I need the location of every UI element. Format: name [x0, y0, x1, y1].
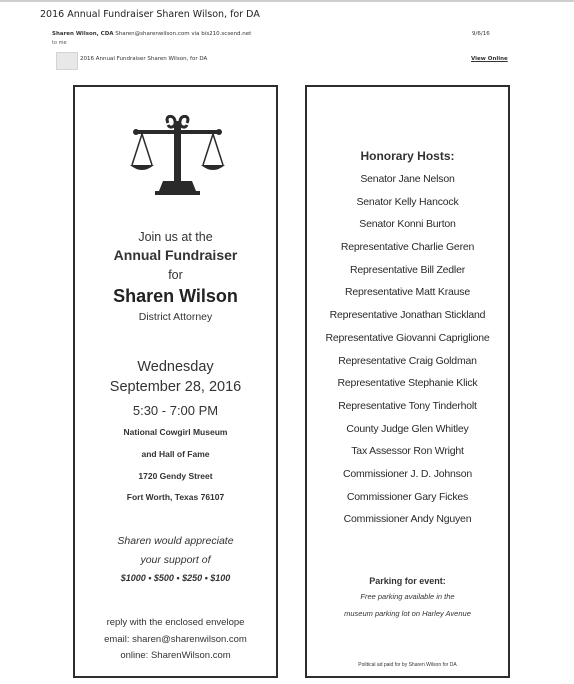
contact-email: email: sharen@sharenwilson.com: [104, 634, 247, 645]
appreciate-line-1: Sharen would appreciate: [117, 535, 234, 547]
political-ad-disclaimer: Political ad paid for by Sharen Wilson for DA: [358, 662, 457, 668]
event-time: 5:30 - 7:00 PM: [132, 403, 219, 418]
event-day: Wednesday: [137, 359, 214, 375]
banner-image-placeholder: [56, 52, 78, 70]
email-date: 9/6/16: [472, 31, 490, 37]
sender-address: Sharen@sharenwilson.com: [115, 31, 190, 37]
top-border-line: [0, 0, 574, 2]
host-item: Representative Matt Krause: [345, 286, 470, 299]
appreciate-line-2: your support of: [140, 554, 211, 566]
host-item: Representative Tony Tinderholt: [338, 399, 477, 412]
host-item: Senator Jane Nelson: [360, 173, 455, 185]
host-item: Representative Craig Goldman: [338, 354, 477, 367]
host-item: Commissioner Gary Fickes: [346, 490, 469, 503]
venue-line-1: National Cowgirl Museum: [123, 427, 228, 437]
sender-name: Sharen Wilson, CDA: [52, 31, 114, 37]
candidate-name: Sharen Wilson: [113, 286, 238, 306]
host-item: Representative Bill Zedler: [349, 263, 466, 276]
host-item: Commissioner J. D. Johnson: [342, 467, 472, 480]
venue-line-2: and Hall of Fame: [141, 449, 210, 459]
scales-of-justice-icon: [130, 115, 225, 195]
email-subject: 2016 Annual Fundraiser Sharen Wilson, for DA: [40, 9, 260, 20]
view-online-link[interactable]: View Online: [471, 56, 508, 62]
invitation-card: [73, 85, 278, 678]
via-host: bis210.scsend.net: [201, 31, 252, 37]
host-item: Representative Charlie Geren: [340, 241, 475, 254]
host-item: Representative Giovanni Capriglione: [325, 331, 490, 344]
venue-city: Fort Worth, Texas 76107: [126, 492, 225, 502]
donation-amounts: $1000 • $500 • $250 • $100: [120, 573, 231, 583]
host-item: Senator Kelly Hancock: [356, 195, 459, 208]
parking-line-2: museum parking lot on Harley Avenue: [344, 609, 471, 618]
host-item: Representative Stephanie Klick: [337, 377, 478, 390]
hosts-card: [305, 85, 510, 678]
parking-title: Parking for event:: [369, 576, 446, 586]
invite-join-text: Join us at the: [138, 230, 213, 244]
reply-instructions: reply with the enclosed envelope: [106, 617, 245, 628]
banner-title: 2016 Annual Fundraiser Sharen Wilson, for DA: [80, 56, 208, 62]
recipient-line: to me: [52, 40, 67, 46]
event-title: Annual Fundraiser: [113, 247, 238, 263]
venue-street: 1720 Gendy Street: [138, 471, 213, 481]
host-item: County Judge Glen Whitley: [346, 422, 469, 435]
host-item: Commissioner Andy Nguyen: [343, 513, 472, 526]
parking-line-1: Free parking available in the: [360, 592, 455, 601]
hosts-title: Honorary Hosts:: [360, 149, 455, 163]
contact-website: online: SharenWilson.com: [120, 650, 231, 661]
for-text: for: [168, 268, 183, 282]
host-item: Tax Assessor Ron Wright: [351, 445, 464, 458]
event-date: September 28, 2016: [109, 379, 242, 395]
sender-line: [52, 31, 251, 37]
office-title: District Attorney: [138, 311, 213, 323]
hosts-list: [307, 173, 508, 536]
via-text: via: [191, 31, 200, 37]
host-item: Senator Konni Burton: [359, 218, 456, 231]
host-item: Representative Jonathan Stickland: [329, 309, 486, 322]
